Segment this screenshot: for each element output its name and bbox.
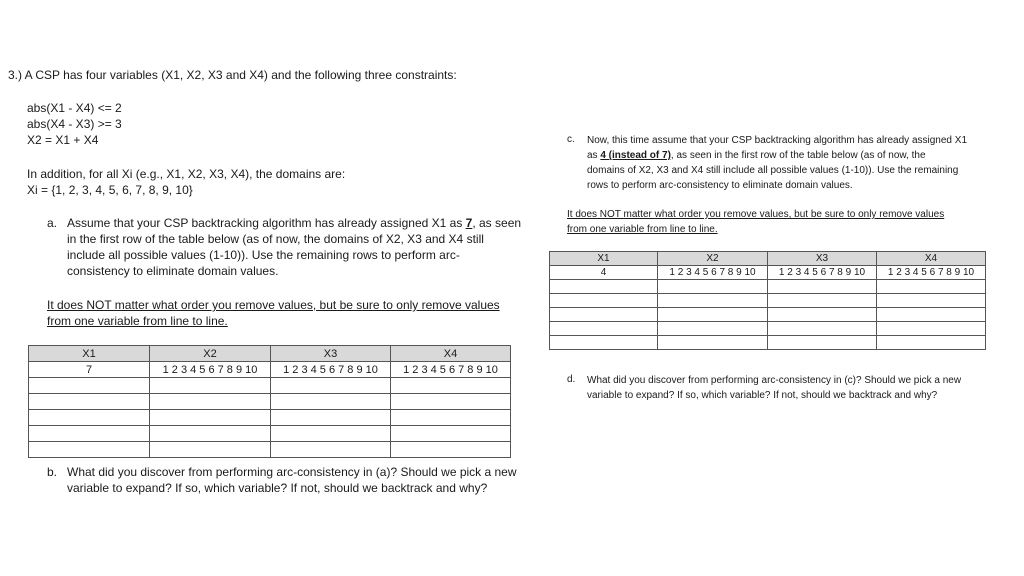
part-a-x1-value: 7 (465, 216, 473, 230)
table-cell[interactable] (391, 426, 511, 442)
table-cell[interactable] (271, 378, 391, 394)
table-cell[interactable] (391, 378, 511, 394)
table-cell[interactable] (150, 378, 271, 394)
domain-values: Xi = {1, 2, 3, 4, 5, 6, 7, 8, 9, 10} (27, 183, 193, 197)
constraint-3: X2 = X1 + X4 (27, 133, 99, 147)
table-c-header-x3: X3 (768, 252, 877, 266)
table-row (29, 442, 511, 458)
part-c-x1-value: 4 (instead of 7) (600, 150, 671, 161)
question-intro: 3.) A CSP has four variables (X1, X2, X3 and X4) and the following three constraints: (8, 68, 457, 82)
table-cell[interactable] (658, 336, 768, 350)
part-c-text (587, 133, 967, 193)
part-a-line-2: in the first row of the table below (as of now, the domains of X2, X3 and X4 still (67, 232, 484, 246)
table-cell[interactable] (658, 280, 768, 294)
part-c-note-line-2: from one variable from line to line. (567, 224, 718, 235)
table-cell[interactable] (550, 294, 658, 308)
part-a-line-3: include all possible values (1-10)). Use the remaining rows to perform arc- (67, 248, 460, 262)
part-d-marker: d. (567, 374, 576, 385)
table-cell[interactable] (29, 410, 150, 426)
constraint-1: abs(X1 - X4) <= 2 (27, 101, 122, 115)
table-c-cell-x2: 1 2 3 4 5 6 7 8 9 10 (658, 266, 768, 280)
table-c-cell-x3: 1 2 3 4 5 6 7 8 9 10 (768, 266, 877, 280)
table-a (28, 345, 511, 458)
table-cell[interactable] (29, 394, 150, 410)
constraint-list (27, 100, 122, 148)
table-cell[interactable] (150, 394, 271, 410)
table-cell[interactable] (658, 322, 768, 336)
part-b-line-2: variable to expand? If so, which variable? If not, should we backtrack and why? (67, 481, 488, 495)
part-a-line-1: Assume that your CSP backtracking algorithm has already assigned X1 as 7, as seen (67, 216, 522, 230)
table-a-cell-x1: 7 (29, 362, 150, 378)
table-cell[interactable] (768, 294, 877, 308)
part-a-line-4: consistency to eliminate domain values. (67, 264, 279, 278)
part-d-text (587, 373, 961, 403)
table-cell[interactable] (271, 426, 391, 442)
constraint-2: abs(X4 - X3) >= 3 (27, 117, 122, 131)
table-row (550, 308, 986, 322)
table-cell[interactable] (29, 426, 150, 442)
table-cell[interactable] (150, 410, 271, 426)
part-c-line-1: Now, this time assume that your CSP backtracking algorithm has already assigned X1 (587, 135, 967, 146)
table-cell[interactable] (877, 322, 986, 336)
table-cell[interactable] (658, 294, 768, 308)
part-c-line-2: as 4 (instead of 7), as seen in the first row of the table below (as of now, the (587, 150, 926, 161)
part-a-note-line-1: It does NOT matter what order you remove values, but be sure to only remove values (47, 298, 500, 312)
table-cell[interactable] (877, 308, 986, 322)
table-cell[interactable] (658, 308, 768, 322)
part-c-note-line-1: It does NOT matter what order you remove values, but be sure to only remove values (567, 209, 945, 220)
part-a-note (47, 297, 500, 329)
table-cell[interactable] (550, 280, 658, 294)
table-row (29, 426, 511, 442)
part-b-text (67, 464, 517, 496)
table-a-first-row (29, 362, 511, 378)
table-c-header-x2: X2 (658, 252, 768, 266)
table-cell[interactable] (271, 442, 391, 458)
table-a-header-row (29, 346, 511, 362)
part-c-marker: c. (567, 134, 575, 145)
table-row (29, 394, 511, 410)
table-c-cell-x4: 1 2 3 4 5 6 7 8 9 10 (877, 266, 986, 280)
table-cell[interactable] (550, 336, 658, 350)
table-cell[interactable] (550, 322, 658, 336)
table-cell[interactable] (391, 410, 511, 426)
part-a-marker: a. (47, 216, 58, 230)
part-c-note (567, 207, 944, 237)
table-cell[interactable] (271, 410, 391, 426)
part-c-line-4: rows to perform arc-consistency to eliminate domain values. (587, 180, 853, 191)
table-a-cell-x4: 1 2 3 4 5 6 7 8 9 10 (391, 362, 511, 378)
table-cell[interactable] (877, 336, 986, 350)
table-a-header-x2: X2 (150, 346, 271, 362)
table-row (29, 410, 511, 426)
table-cell[interactable] (391, 394, 511, 410)
part-d-line-2: variable to expand? If so, which variable? If not, should we backtrack and why? (587, 390, 938, 401)
table-cell[interactable] (150, 426, 271, 442)
table-row (550, 322, 986, 336)
table-c-first-row (550, 266, 986, 280)
part-c-line-3: domains of X2, X3 and X4 still include all possible values (1-10)). Use the remaining (587, 165, 959, 176)
table-a-cell-x2: 1 2 3 4 5 6 7 8 9 10 (150, 362, 271, 378)
table-cell[interactable] (768, 308, 877, 322)
table-row (550, 294, 986, 308)
part-b-line-1: What did you discover from performing arc-consistency in (a)? Should we pick a new (67, 465, 517, 479)
table-cell[interactable] (768, 322, 877, 336)
part-b-marker: b. (47, 465, 58, 479)
table-row (550, 280, 986, 294)
table-cell[interactable] (768, 336, 877, 350)
part-a-text (67, 215, 521, 279)
part-d-line-1: What did you discover from performing arc-consistency in (c)? Should we pick a new (587, 375, 962, 386)
table-row (29, 378, 511, 394)
domain-description (27, 166, 345, 198)
table-cell[interactable] (877, 280, 986, 294)
table-c (549, 251, 986, 350)
table-row (550, 336, 986, 350)
table-cell[interactable] (29, 378, 150, 394)
domain-intro: In addition, for all Xi (e.g., X1, X2, X3, X4), the domains are: (27, 167, 346, 181)
table-a-header-x3: X3 (271, 346, 391, 362)
table-a-cell-x3: 1 2 3 4 5 6 7 8 9 10 (271, 362, 391, 378)
table-c-header-x1: X1 (550, 252, 658, 266)
table-cell[interactable] (150, 442, 271, 458)
table-c-header-row (550, 252, 986, 266)
table-a-header-x1: X1 (29, 346, 150, 362)
table-cell[interactable] (877, 294, 986, 308)
table-cell[interactable] (550, 308, 658, 322)
table-a-header-x4: X4 (391, 346, 511, 362)
table-cell[interactable] (29, 442, 150, 458)
table-cell[interactable] (271, 394, 391, 410)
table-cell[interactable] (391, 442, 511, 458)
table-c-cell-x1: 4 (550, 266, 658, 280)
table-cell[interactable] (768, 280, 877, 294)
table-c-header-x4: X4 (877, 252, 986, 266)
part-a-note-line-2: from one variable from line to line. (47, 314, 228, 328)
